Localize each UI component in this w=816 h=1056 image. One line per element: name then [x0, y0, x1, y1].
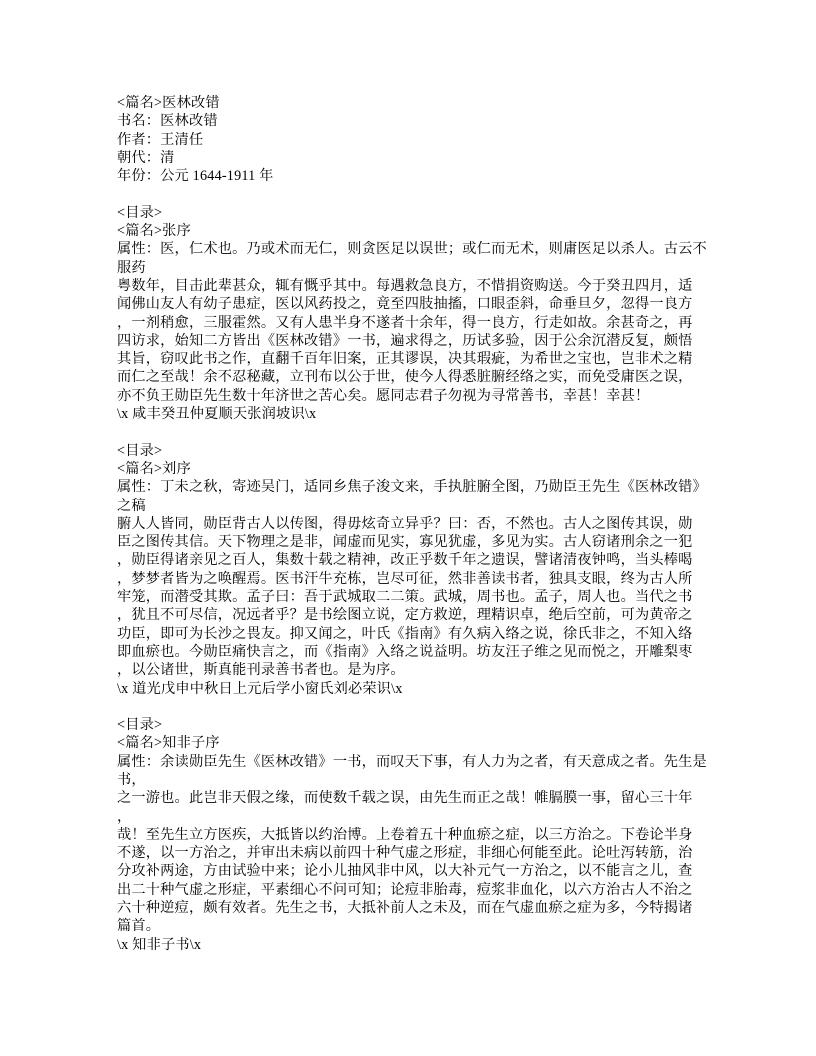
- text-line: <篇名>医林改错: [117, 95, 220, 111]
- text-line: <篇名>张序: [117, 223, 191, 240]
- text-line: \x 咸丰癸丑仲夏顺天张润坡识\x: [117, 406, 317, 423]
- text-line: <目录>: [117, 204, 163, 221]
- text-line: ，: [117, 808, 132, 825]
- text-line: 腑人人皆同，勋臣背古人以传图，得毋炫奇立异乎？曰：否，不然也。古人之图传其误，勋: [117, 515, 693, 532]
- text-line: <目录>: [117, 442, 163, 459]
- text-line: 四访求，始知二方皆出《医林改错》一书，遍求得之，历试多验，因于公余沉潜反复，颇悟: [117, 332, 693, 349]
- text-line: ，以公诸世，斯真能刊录善书者也。是为序。: [117, 662, 405, 679]
- text-block: [117, 94, 718, 954]
- text-line: \x 知非子书\x: [117, 936, 202, 953]
- text-line: <篇名>刘序: [117, 460, 191, 477]
- text-line: 即血瘀也。今勋臣痛快言之，而《指南》入络之说益明。坊友汪子维之见而悦之，开雕梨枣: [117, 643, 693, 660]
- section-zhifeizi-preface: [117, 716, 718, 954]
- text-line: 书，: [117, 771, 146, 788]
- section-zhang-preface: [117, 204, 718, 424]
- text-line: ，梦梦者皆为之唤醒焉。医书汗牛充栋，岂尽可征，然非善读书者，独具支眼，终为古人所: [117, 570, 693, 587]
- text-line: 作者：王清任: [117, 131, 204, 148]
- text-line: 年份：公元 1644-1911 年: [117, 168, 274, 185]
- text-line: <篇名>知非子序: [117, 735, 220, 752]
- section-book-header: [117, 94, 718, 185]
- text-line: 功臣，即可为长沙之畏友。抑又闻之，叶氏《指南》有久病入络之说，徐氏非之，不知入络: [117, 625, 693, 642]
- text-line: 闻佛山友人有幼子患症，医以风药投之，竟至四肢抽搐，口眼歪斜，命垂旦夕，忽得一良方: [117, 296, 693, 313]
- text-line: 属性：丁未之秋，寄迹吴门，适同乡焦子浚文来，手执脏腑全图，乃勋臣王先生《医林改错》: [117, 479, 707, 496]
- text-line: 出二十种气虚之形症，平素细心不问可知；论痘非胎毒，痘浆非血化，以六方治古人不治之: [117, 881, 693, 898]
- text-line: 朝代：清: [117, 149, 175, 166]
- text-line: 而仁之至哉！余不忍秘藏，立刊布以公于世，使今人得悉脏腑经络之实，而免受庸医之误，: [117, 369, 693, 386]
- text-line: ，勋臣得诸亲见之百人，集数十载之精神，改正乎数千年之遗误，譬诸清夜钟鸣，当头棒喝: [117, 552, 693, 569]
- text-line: ，犹且不可尽信，况远者乎？是书绘图立说，定方救逆，理精识卓，绝后空前，可为黄帝之: [117, 607, 693, 624]
- text-line: 六十种逆痘，颇有效者。先生之书，大抵补前人之未及，而在气虚血瘀之症为多，今特揭诸: [117, 900, 693, 917]
- text-line: ，一剂稍愈，三服霍然。又有人患半身不遂者十余年，得一良方，行走如故。余甚奇之，再: [117, 314, 693, 331]
- text-line: 不遂，以一方治之，并审出未病以前四十种气虚之形症，非细心何能至此。论吐泻转筋，治: [117, 845, 693, 862]
- text-line: 之稿: [117, 497, 146, 514]
- text-line: 分攻补两途，方由试验中来；论小儿抽风非中风，以大补元气一方治之，以不能言之儿，查: [117, 863, 693, 880]
- text-line: \x 道光戊申中秋日上元后学小窗氏刘必荣识\x: [117, 680, 403, 697]
- text-line: 属性：医，仁术也。乃或术而无仁，则贪医足以误世；或仁而无术，则庸医足以杀人。古云不: [117, 241, 707, 258]
- text-line: 其旨，窃叹此书之作，直翻千百年旧案，正其谬误，决其瑕疵，为希世之宝也，岂非术之精: [117, 351, 693, 368]
- text-line: 哉！至先生立方医疾，大抵皆以约治博。上卷着五十种血瘀之症，以三方治之。下卷论半身: [117, 826, 693, 843]
- section-liu-preface: [117, 442, 718, 698]
- text-line: <目录>: [117, 717, 163, 734]
- text-line: 亦不负王勋臣先生数十年济世之苦心矣。愿同志君子勿视为寻常善书，幸甚！幸甚！: [117, 387, 650, 404]
- text-line: 粤数年，目击此辈甚众，辄有慨乎其中。每遇救急良方，不惜捐资购送。今于癸丑四月，适: [117, 277, 693, 294]
- text-line: 之一游也。此岂非天假之缘，而使数千载之误，由先生而正之哉！帷膈膜一事，留心三十年: [117, 790, 693, 807]
- text-line: 服药: [117, 259, 146, 276]
- text-line: 篇首。: [117, 918, 161, 935]
- text-line: 牢笼，而潜受其欺。孟子曰：吾于武城取二二策。武城，周书也。孟子，周人也。当代之书: [117, 589, 693, 606]
- text-line: 书名：医林改错: [117, 113, 218, 130]
- text-line: 臣之图传其信。天下物理之是非，闻虚而见实，寡见犹虚，多见为实。古人窃诸刑余之一犯: [117, 534, 693, 551]
- text-line: 属性：余读勋臣先生《医林改错》一书，而叹天下事，有人力为之者，有天意成之者。先生是: [117, 753, 707, 770]
